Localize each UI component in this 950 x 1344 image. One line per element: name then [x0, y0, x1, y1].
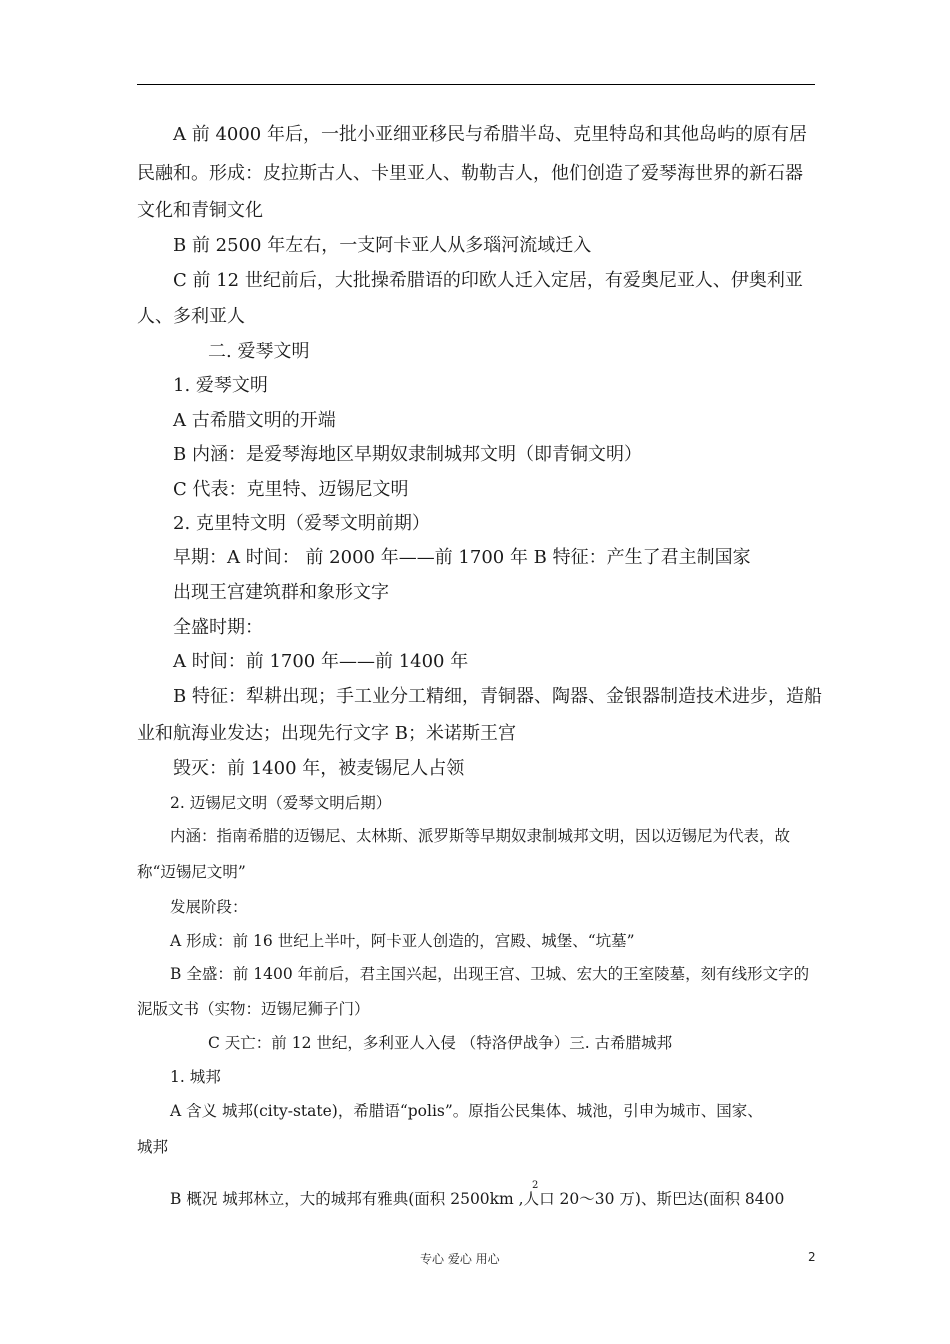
footer-motto: 专心 爱心 用心	[420, 1252, 500, 1266]
text-line: B 概况 城邦林立，大的城邦有雅典(面积 2500km ,人口 20～30 万)、斯巴达(面积 8400	[170, 1190, 785, 1208]
text-line: B 全盛：前 1400 年前后，君主国兴起，出现王宫、卫城、宏大的王室陵墓，刻有线形文字的	[170, 965, 810, 983]
text-line: 毁灭：前 1400 年，被麦锡尼人占领	[173, 758, 465, 779]
text-line: A 形成：前 16 世纪上半叶，阿卡亚人创造的，宫殿、城堡、“坑墓”	[170, 932, 635, 950]
text-line: 1. 城邦	[170, 1068, 221, 1086]
text-line: A 时间：前 1700 年——前 1400 年	[173, 651, 469, 672]
text-line: 2. 克里特文明（爱琴文明前期）	[173, 513, 430, 534]
text-line: 早期：A 时间： 前 2000 年——前 1700 年 B 特征：产生了君主制国家	[173, 547, 751, 568]
text-line: 城邦	[137, 1138, 169, 1156]
text-line: A 含义 城邦(city-state)，希腊语“polis”。原指公民集体、城池，引申为城市、国家、	[170, 1102, 763, 1120]
text-line: C 前 12 世纪前后，大批操希腊语的印欧人迁入定居，有爱奥尼亚人、伊奥利亚	[173, 270, 803, 291]
text-line: 民融和。形成：皮拉斯古人、卡里亚人、勒勒吉人，他们创造了爱琴海世界的新石器	[137, 163, 803, 184]
text-line: C 代表：克里特、迈锡尼文明	[173, 479, 409, 500]
text-line: 称“迈锡尼文明”	[137, 863, 246, 881]
text-line: 发展阶段：	[170, 898, 248, 916]
text-line: 内涵：指南希腊的迈锡尼、太林斯、派罗斯等早期奴隶制城邦文明，因以迈锡尼为代表，故	[170, 827, 791, 845]
text-line: B 内涵：是爱琴海地区早期奴隶制城邦文明（即青铜文明）	[173, 444, 642, 465]
text-line: 2. 迈锡尼文明（爱琴文明后期）	[170, 794, 392, 812]
text-line: B 前 2500 年左右，一支阿卡亚人从多瑙河流域迁入	[173, 235, 592, 256]
page-number: 2	[808, 1250, 816, 1264]
section-heading: 二. 爱琴文明	[208, 341, 310, 362]
text-line: 1. 爱琴文明	[173, 375, 268, 396]
text-line: B 特征：犁耕出现；手工业分工精细，青铜器、陶器、金银器制造技术进步，造船	[173, 686, 822, 707]
text-line: A 前 4000 年后，一批小亚细亚移民与希腊半岛、克里特岛和其他岛屿的原有居	[173, 124, 807, 145]
text-line: 全盛时期：	[173, 617, 263, 638]
text-line: A 古希腊文明的开端	[173, 410, 336, 431]
text-line: 业和航海业发达；出现先行文字 B；米诺斯王宫	[137, 723, 516, 744]
text-line: C 天亡：前 12 世纪，多利亚人入侵 （特洛伊战争）三. 古希腊城邦	[208, 1034, 673, 1052]
text-line: 出现王宫建筑群和象形文字	[173, 582, 389, 603]
text-line: 人、多利亚人	[137, 306, 245, 327]
header-rule	[137, 84, 815, 85]
text-line: 泥版文书（实物：迈锡尼狮子门）	[137, 1000, 370, 1018]
area-superscript: 2	[532, 1180, 539, 1191]
text-line: 文化和青铜文化	[137, 200, 263, 221]
